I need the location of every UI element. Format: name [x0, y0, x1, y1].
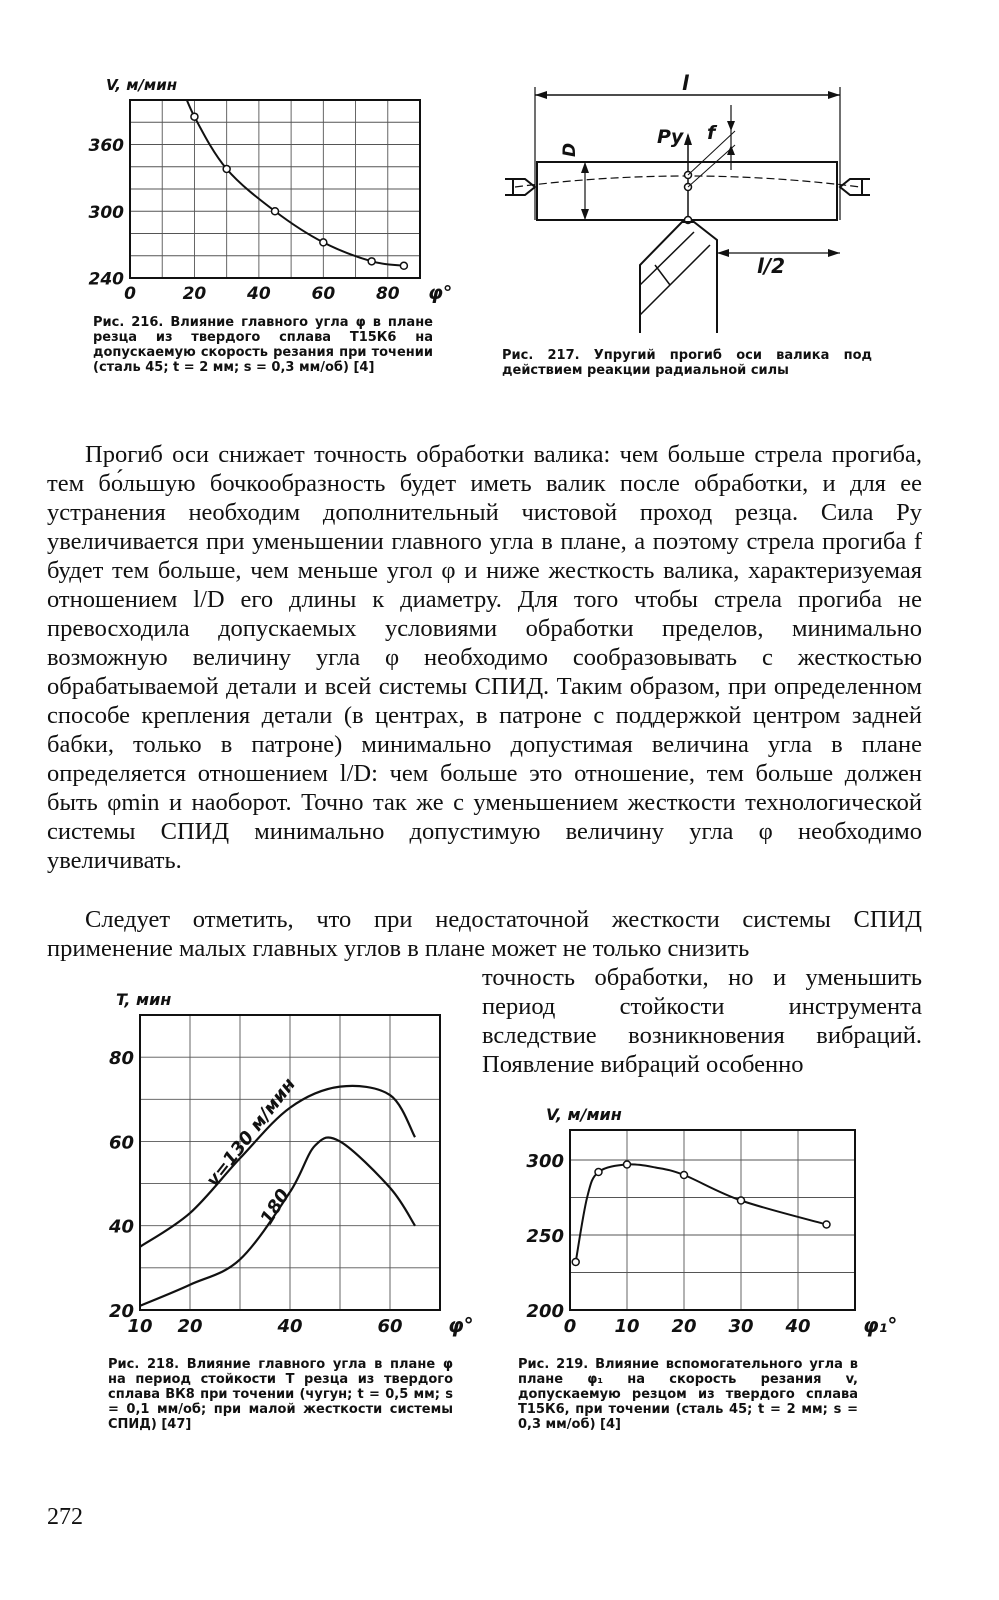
data-point: [272, 208, 279, 215]
x-tick-label: 0: [124, 284, 136, 304]
x-tick-label: 40: [785, 1316, 811, 1337]
x-tick-label: 30: [728, 1316, 754, 1337]
y-tick-label: 240: [88, 269, 124, 290]
y-tick-label: 80: [108, 1048, 134, 1070]
x-tick-label: 10: [127, 1316, 153, 1337]
x-tick-label: 10: [614, 1316, 640, 1337]
y-tick-label: 300: [526, 1150, 564, 1172]
y-axis-label: V, м/мин: [546, 1105, 622, 1124]
x-tick-label: 20: [671, 1316, 697, 1337]
data-point: [223, 165, 230, 172]
x-axis-label: φ°: [448, 1313, 474, 1337]
y-tick-label: 60: [108, 1132, 134, 1154]
x-axis-label: φ₁°: [863, 1313, 898, 1337]
x-axis-label: φ°: [428, 282, 453, 304]
fig217-caption: Рис. 217. Упругий прогиб оси валика под действием реакции радиальной силы: [502, 348, 872, 378]
page-number: 272: [47, 1504, 83, 1530]
y-tick-label: 250: [526, 1225, 564, 1247]
right-center: [840, 179, 870, 195]
main-text-paragraph-1: Прогиб оси снижает точность обработки валика: чем больше стрела прогиба, тем бо́льшую бочкообразность будет иметь валик после обработки, и для ее устранения необходим дополнительный чистовой проход резца. Сила Py увеличивается при уменьшении главного угла в плане, а поэтому стрела прогиба f будет тем больше, чем меньше угол φ и ниже жесткость валика, характеризуемая отношением l/D его длины к диаметру. Для того чтобы стрела прогиба не превосходила допускаемых условиями обработки пределов, минимально возможную величину угла φ необходимо сообразовывать с жесткостью обрабатываемой детали и всей системы СПИД. Таким образом, при определенном способе крепления детали (в центрах, в патроне с поддержкой центром задней бабки, только в патроне) минимально допустимая величина угла в плане определяется отношением l/D: чем больше это отношение, тем больше должен быть φmin и наоборот. Точно так же с уменьшением жесткости технологической системы СПИД минимально допустимую величину угла φ необходимо увеличивать.: [47, 441, 922, 874]
y-tick-label: 20: [108, 1300, 134, 1322]
data-point: [595, 1169, 602, 1176]
y-tick-label: 40: [108, 1216, 134, 1238]
data-point: [624, 1161, 631, 1168]
label-Py: Pу: [657, 126, 684, 148]
y-tick-label: 200: [526, 1300, 564, 1322]
fig218-caption: Рис. 218. Влияние главного угла в плане φ на период стойкости T резца из твердого сплава ВК8 при точении (чугун; t = 0,5 мм; s = 0,1 мм/об; при малой жесткости системы СПИД) [47]: [108, 1357, 453, 1432]
fig217-diagram: [495, 71, 895, 345]
left-center: [505, 179, 535, 195]
label-half: l/2: [757, 254, 786, 278]
series-label-1: v=130 м/мин: [202, 1074, 301, 1191]
label-f: f: [707, 122, 716, 144]
y-axis-label: V, м/мин: [106, 76, 178, 94]
x-tick-label: 40: [247, 284, 271, 304]
series-label-2: 180: [256, 1185, 295, 1229]
data-point: [320, 239, 327, 246]
data-point: [572, 1259, 579, 1266]
y-tick-label: 300: [88, 202, 124, 223]
data-point: [191, 113, 198, 120]
main-text-paragraph-2: Следует отметить, что при недостаточной жесткости системы СПИД применение малых главных углов в плане может не только снизить: [47, 906, 922, 962]
main-text-paragraph-2-cont: точность обработки, но и уменьшить период стойкости инструмента вследствие возникновения вибраций. Появление вибраций особенно: [482, 964, 922, 1078]
label-l: l: [682, 71, 689, 95]
fig219-caption: Рис. 219. Влияние вспомогательного угла в плане φ₁ на скорость резания v, допускаемую резцом из твердого сплава Т15К6, при точении (сталь 45; t = 2 мм; s = 0,3 мм/об) [4]: [518, 1357, 858, 1432]
data-point: [400, 262, 407, 269]
label-D: D: [560, 142, 580, 157]
data-point: [368, 258, 375, 265]
x-tick-label: 60: [311, 284, 336, 304]
y-tick-label: 360: [88, 136, 124, 157]
data-curve: [576, 1164, 827, 1262]
fig216-chart: [80, 76, 453, 310]
fig218-chart: [75, 980, 475, 1350]
x-tick-label: 60: [377, 1316, 403, 1337]
x-tick-label: 80: [375, 284, 400, 304]
fig219-chart: [505, 1090, 898, 1345]
y-axis-label: T, мин: [116, 990, 172, 1009]
x-tick-label: 40: [277, 1316, 303, 1337]
fig216-caption: Рис. 216. Влияние главного угла φ в плане резца из твердого сплава Т15К6 на допускаемую скорость резания при точении (сталь 45; t = 2 мм; s = 0,3 мм/об) [4]: [93, 315, 433, 375]
x-tick-label: 20: [182, 284, 207, 304]
data-point: [681, 1172, 688, 1179]
x-tick-label: 0: [563, 1316, 577, 1337]
data-point: [823, 1221, 830, 1228]
data-point: [738, 1197, 745, 1204]
x-tick-label: 20: [177, 1316, 203, 1337]
